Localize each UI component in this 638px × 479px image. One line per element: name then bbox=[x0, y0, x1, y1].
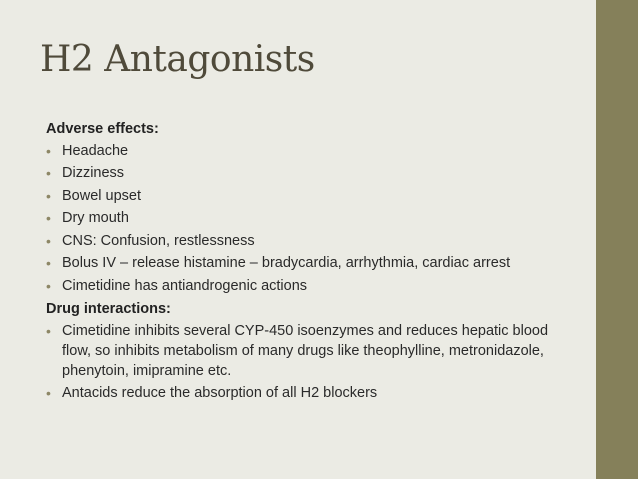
slide-content bbox=[46, 118, 566, 406]
bullet-dot-icon: • bbox=[46, 232, 51, 249]
list-item bbox=[46, 276, 566, 296]
drug-interactions-list bbox=[46, 321, 566, 404]
bullet-dot-icon: • bbox=[46, 322, 51, 339]
bullet-dot-icon: • bbox=[46, 210, 51, 226]
slide-title: H2 Antagonists bbox=[40, 39, 315, 80]
bullet-dot-icon: • bbox=[46, 385, 51, 401]
list-item bbox=[46, 141, 566, 161]
list-item-text: CNS: Confusion, restlessness bbox=[62, 232, 255, 249]
slide-side-bar bbox=[596, 0, 638, 479]
list-item bbox=[46, 321, 566, 381]
section-heading-adverse-effects: Adverse effects: bbox=[46, 121, 159, 137]
list-item-text: Dizziness bbox=[62, 165, 125, 181]
list-item-text: Cimetidine has antiandrogenic actions bbox=[62, 277, 308, 294]
list-item bbox=[46, 163, 566, 183]
list-item-text: Antacids reduce the absorption of all H2 blockers bbox=[62, 385, 378, 401]
list-item bbox=[46, 383, 566, 403]
list-item-text: Cimetidine inhibits several CYP-450 isoenzymes and reduces hepatic blood flow, so inhibits metabolism of many drugs like theophylline, metronidazole, phenytoin, imipramine etc. bbox=[62, 322, 549, 379]
list-item-text: Headache bbox=[62, 142, 129, 159]
list-item bbox=[46, 231, 566, 251]
list-item bbox=[46, 253, 566, 273]
list-item-text: Dry mouth bbox=[62, 210, 129, 226]
list-item bbox=[46, 186, 566, 206]
section-heading-drug-interactions: Drug interactions: bbox=[46, 301, 171, 317]
list-item-text: Bowel upset bbox=[62, 187, 141, 204]
list-item-text: Bolus IV – release histamine – bradycardia, arrhythmia, cardiac arrest bbox=[62, 255, 511, 271]
bullet-dot-icon: • bbox=[46, 142, 51, 159]
adverse-effects-list bbox=[46, 141, 566, 296]
bullet-dot-icon: • bbox=[46, 277, 51, 294]
bullet-dot-icon: • bbox=[46, 187, 51, 204]
bullet-dot-icon: • bbox=[46, 255, 51, 271]
list-item bbox=[46, 208, 566, 228]
bullet-dot-icon: • bbox=[46, 165, 51, 181]
